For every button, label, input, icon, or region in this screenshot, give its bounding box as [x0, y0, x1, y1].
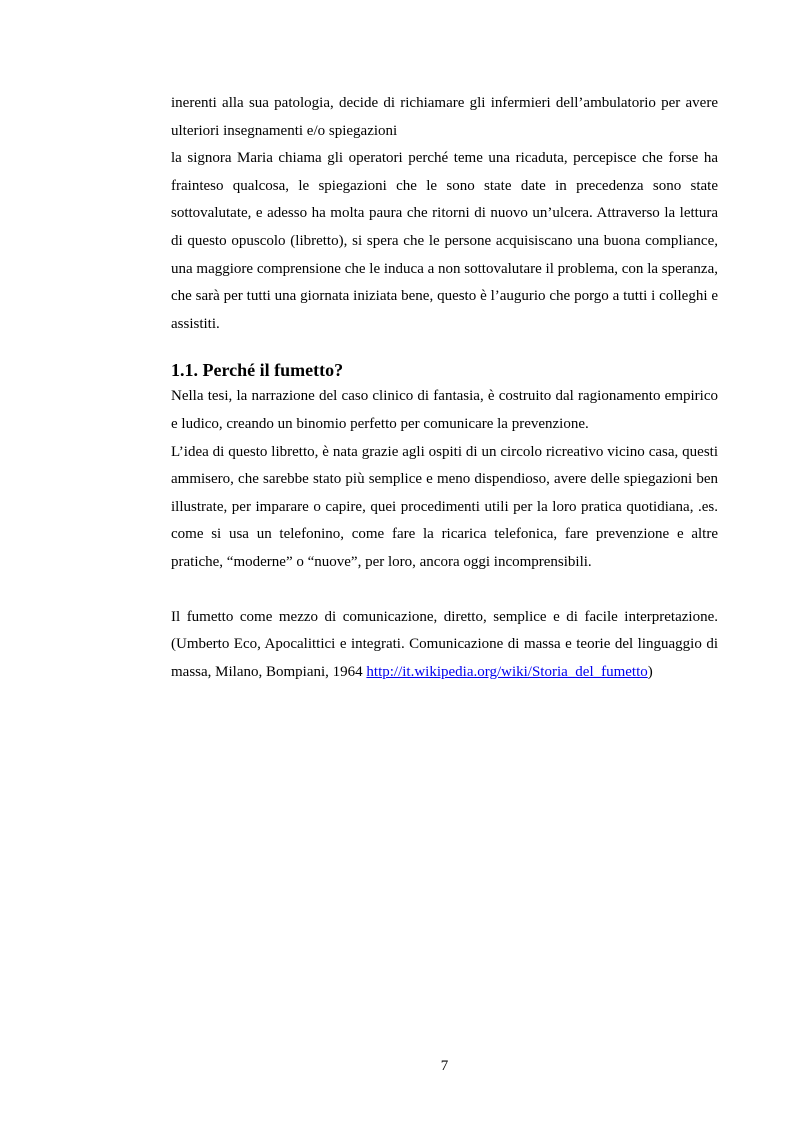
page-number: 7: [440, 1058, 449, 1074]
document-page: [171, 90, 718, 686]
section-paragraph-2: L’idea di questo libretto, è nata grazie agli ospiti di un circolo ricreativo vicino casa, questi ammisero, che sarebbe stato più semplice e meno dispendioso, avere delle spiegazioni ben illustrate, per imparare o capire, quei procedimenti utili per la loro pratica quotidiana, .es. come si usa un telefonino, come fare la ricarica telefonica, fare prevenzione e altre pratiche, “moderne” o “nuove”, per loro, ancora oggi incomprensibili.: [171, 443, 718, 570]
citation-close: ): [647, 663, 653, 680]
section-heading: 1.1. Perché il fumetto?: [171, 360, 344, 381]
intro-continuation-paragraph: inerenti alla sua patologia, decide di richiamare gli infermieri dell’ambulatorio per avere ulteriori insegnamenti e/o spiegazioni: [171, 95, 718, 139]
section-paragraph-1: Nella tesi, la narrazione del caso clinico di fantasia, è costruito dal ragionamento empirico e ludico, creando un binomio perfetto per comunicare la prevenzione.: [171, 388, 718, 432]
wikipedia-link[interactable]: http://it.wikipedia.org/wiki/Storia_del_fumetto: [366, 663, 648, 680]
maria-paragraph: la signora Maria chiama gli operatori perché teme una ricaduta, percepisce che forse ha frainteso qualcosa, le spiegazioni che le sono state date in precedenza sono state sottovalutate, e adesso ha molta paura che ritorni di nuovo un’ulcera. Attraverso la lettura di questo opuscolo (libretto), si spera che le persone acquisiscano una buona compliance, una maggiore comprensione che le induca a non sottovalutare il problema, con la speranza, che sarà per tutti una giornata iniziata bene, questo è l’augurio che porgo a tutti i colleghi e assistiti.: [171, 150, 718, 332]
section-paragraph-3: [171, 604, 718, 687]
citation-text: Il fumetto come mezzo di comunicazione, diretto, semplice e di facile interpretazione.(Umberto Eco, Apocalittici e integrati. Comunicazione di massa e teorie del linguaggio di massa, Milano, Bompiani, 1964: [171, 608, 718, 680]
